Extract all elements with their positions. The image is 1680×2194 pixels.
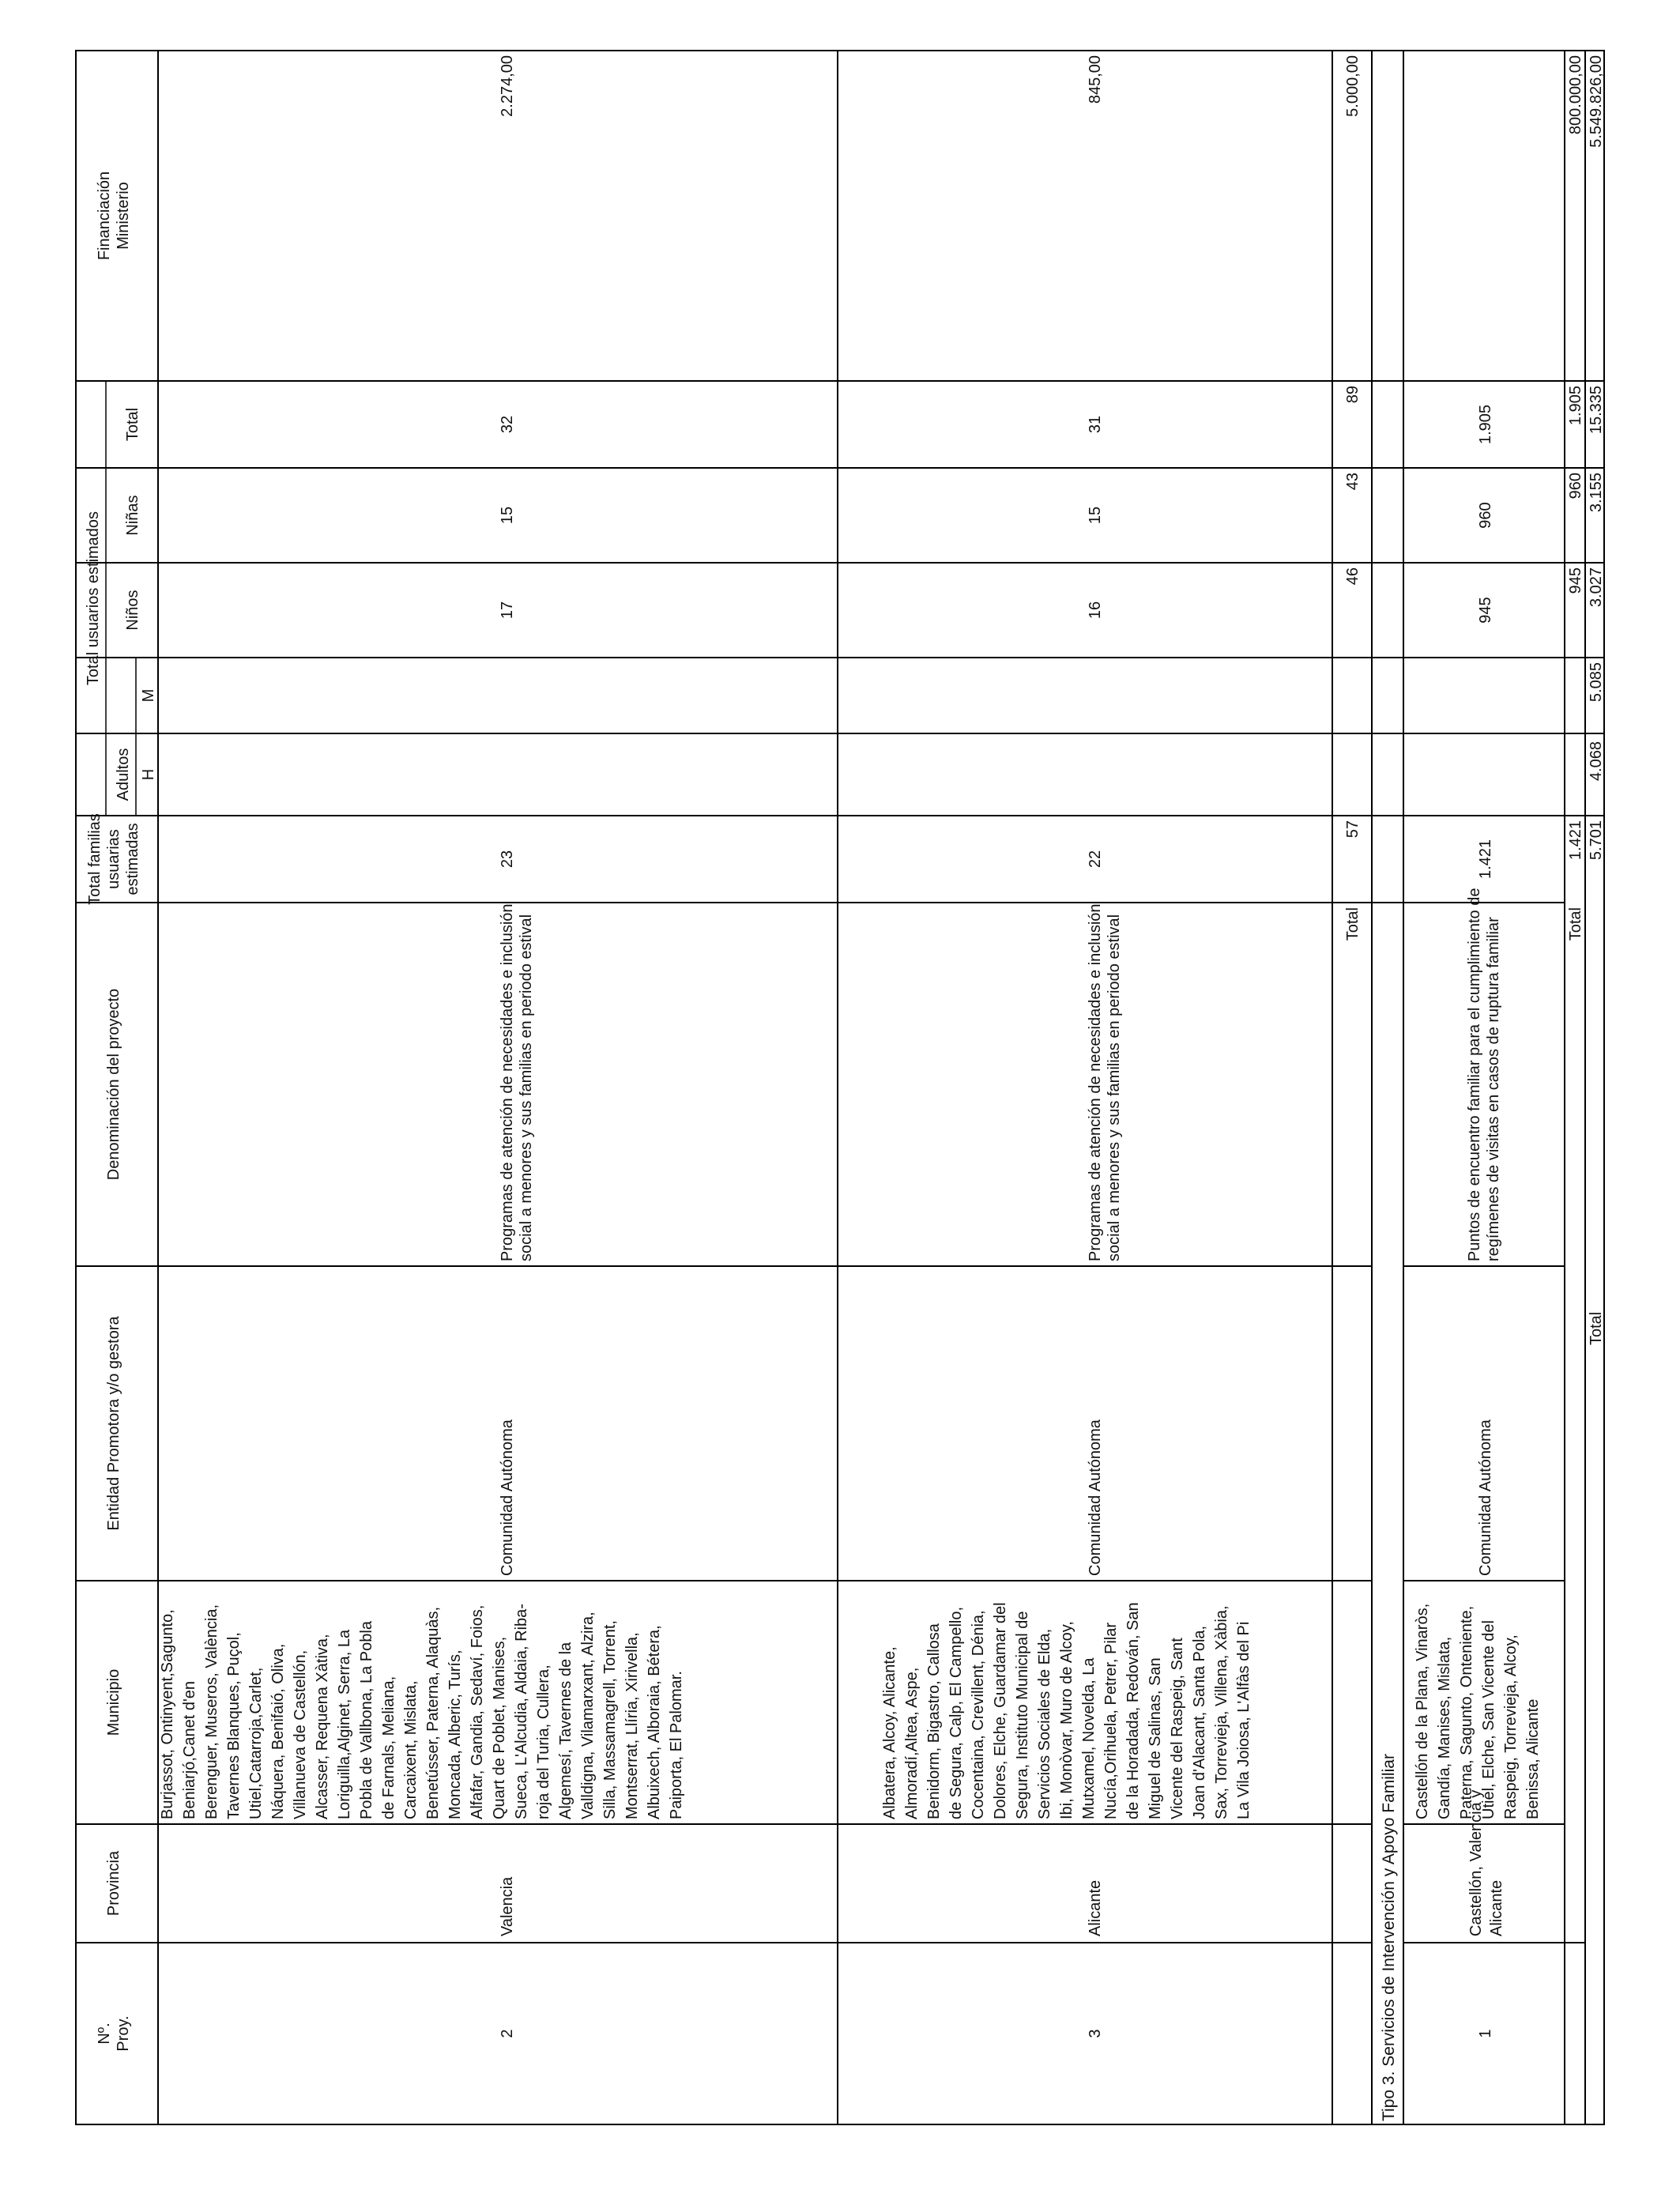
project-num: 2 [499, 2029, 516, 2038]
text-line: Gandía, Manises, Mislata, [1436, 1636, 1453, 1819]
project-denominacion [499, 903, 535, 1261]
text-line: Moncada, Alberic, Turís, [446, 1649, 464, 1819]
project-municipio [881, 1602, 1252, 1819]
text-line: Miguel de Salinas, San [1147, 1657, 1164, 1819]
text-line: Ibi, Monòvar, Muro de Alcoy, [1058, 1621, 1075, 1819]
text-line: Alfafar, Gandia, Sedaví, Foios, [469, 1604, 486, 1819]
project-entidad: Comunidad Autónoma [499, 1419, 516, 1576]
project-ninas: 15 [1087, 506, 1104, 525]
total-ninos: 945 [1567, 567, 1584, 594]
text-line: Sueca, L'Alcudia, Aldaia, Riba- [513, 1604, 530, 1819]
text-line: Berenguer, Museros, València, [203, 1604, 220, 1819]
text-line: Silla, Massamagrell, Torrent, [601, 1620, 619, 1819]
project-entidad: Comunidad Autónoma [1087, 1419, 1104, 1576]
project-denominacion [1087, 903, 1123, 1261]
header-provincia: Provincia [105, 1850, 122, 1917]
text-line: Benetússer, Paterna, Alaquàs, [424, 1606, 442, 1819]
total-total: 89 [1344, 386, 1362, 404]
header-familias-1: Total familias [86, 813, 104, 905]
header-denominacion: Denominación del proyecto [105, 988, 122, 1181]
text-line: Segura, Instituto Municipal de [1014, 1611, 1031, 1819]
header-total: Total [124, 407, 141, 442]
total-familias: 57 [1344, 820, 1362, 839]
project-municipio [1414, 1604, 1542, 1819]
text-line: Paterna, Sagunto, Onteniente, [1458, 1605, 1475, 1819]
header-num-1: Nº. [96, 2022, 113, 2045]
header-familias-3: estimadas [124, 823, 141, 895]
grand-total-m: 5.085 [1588, 662, 1605, 703]
text-line: social a menores y sus familias en periodo estival [1106, 914, 1123, 1261]
text-line: Algemesí, Tavernes de la [557, 1642, 574, 1819]
section-title: Tipo 3. Servicios de Intervención y Apoyo Familiar [1380, 1754, 1398, 2121]
table-row [1414, 405, 1542, 2038]
table-row [159, 55, 685, 2038]
text-line: Raspeig, Torrevieja, Alcoy, [1502, 1634, 1520, 1819]
text-line: Villanueva de Castellón, [292, 1649, 309, 1819]
header-row [85, 172, 157, 2052]
project-num: 3 [1087, 2029, 1104, 2038]
header-financiacion-2: Ministerio [115, 182, 132, 250]
text-line: Vicente del Raspeig, Sant [1169, 1638, 1186, 1819]
header-entidad: Entidad Promotora y/o gestora [105, 1316, 122, 1531]
text-line: Pobla de Vallbona, La Pobla [358, 1621, 375, 1819]
total-total: 1.905 [1567, 386, 1584, 426]
total-familias: 1.421 [1567, 820, 1584, 861]
project-familias: 22 [1087, 850, 1104, 869]
grand-total-label: Total [1588, 1311, 1605, 1345]
text-line: social a menores y sus familias en periodo estival [518, 914, 535, 1261]
text-line: Tavernes Blanques, Puçol, [225, 1632, 243, 1819]
text-line: roja del Turia, Cullera, [535, 1664, 552, 1819]
text-line: Almoradí,Altea, Aspe, [903, 1667, 921, 1819]
project-familias: 1.421 [1477, 839, 1494, 880]
header-adultos: Adultos [115, 748, 132, 801]
text-line: Beniarjó,Canet d'en [181, 1680, 198, 1819]
text-line: Puntos de encuentro familiar para el cumplimiento de [1466, 888, 1483, 1261]
text-line: Programas de atención de necesidades e inclusión [499, 903, 516, 1261]
header-municipio: Municipio [105, 1668, 122, 1736]
project-ninos: 945 [1477, 597, 1494, 624]
text-line: Benidorm, Bigastro, Callosa [925, 1623, 943, 1819]
project-total: 1.905 [1477, 404, 1494, 445]
header-usuarios-group: Total usuarios estimados [85, 511, 102, 686]
header-num-2: Proy. [115, 2015, 132, 2052]
text-line: Cocentaina, Crevillent, Dénia, [970, 1610, 987, 1819]
project-num: 1 [1477, 2029, 1494, 2038]
grand-total-h: 4.068 [1588, 741, 1605, 782]
text-line: Quart de Poblet, Manises, [491, 1636, 508, 1819]
text-line: Loriguilla,Alginet, Serra, La [336, 1629, 353, 1819]
text-line: La Vila Joiosa, L'Alfàs del Pi [1235, 1621, 1252, 1819]
text-line: Servicios Sociales de Elda, [1036, 1628, 1053, 1819]
total-financiacion: 800.000,00 [1567, 55, 1584, 135]
text-line: Burjassot, Ontinyent,Sagunto, [159, 1609, 176, 1819]
text-line: Utiel, Elche, San Vicente del [1480, 1619, 1497, 1819]
header-ninas: Niñas [124, 495, 141, 536]
table-row [1344, 55, 1362, 941]
grand-total-familias: 5.701 [1588, 820, 1605, 861]
total-ninos: 46 [1344, 567, 1362, 586]
grand-total-ninos: 3.027 [1588, 567, 1605, 608]
text-line: Valldigna, Vilamarxant, Alzira, [579, 1612, 597, 1819]
text-line: Paiporta, El Palomar. [668, 1671, 685, 1819]
text-line: Programas de atención de necesidades e inclusión [1087, 903, 1104, 1261]
text-line: Alicante [1488, 1879, 1505, 1936]
text-line: de la Horadada, Redován, San [1124, 1602, 1142, 1819]
grand-total-total: 15.335 [1588, 386, 1605, 435]
rotated-table [76, 51, 1605, 2124]
text-line: Dolores, Elche, Guardamar del [992, 1602, 1009, 1819]
text-line: Joan d'Alacant, Santa Pola, [1191, 1625, 1208, 1819]
project-provincia: Alicante [1087, 1879, 1104, 1936]
header-m: M [140, 688, 157, 703]
total-financiacion: 5.000,00 [1344, 55, 1362, 117]
header-familias-2: usuarias [105, 829, 122, 889]
text-line: Utiel,Catarroja,Carlet, [247, 1667, 265, 1819]
grand-total-ninas: 3.155 [1588, 473, 1605, 513]
text-line: Albuixech, Alboraia, Bétera, [646, 1625, 663, 1819]
text-line: Nucía,Orihuela, Petrer, Pilar [1102, 1623, 1120, 1819]
project-familias: 23 [499, 850, 516, 869]
header-financiacion-1: Financiación [96, 171, 113, 261]
total-label: Total [1344, 907, 1362, 941]
text-line: Carcaixent, Mislata, [402, 1680, 420, 1819]
text-line: de Farnals, Meliana, [380, 1676, 397, 1819]
text-line: Castellón de la Plana, Vinaròs, [1414, 1603, 1431, 1819]
text-line: de Segura, Calp, El Campello, [947, 1606, 965, 1819]
project-ninos: 16 [1087, 601, 1104, 620]
text-line: Benissa, Alicante [1524, 1698, 1542, 1819]
project-total: 31 [1087, 415, 1104, 434]
total-ninas: 960 [1567, 473, 1584, 499]
text-line: Montserrat, Llíria, Xirivella, [623, 1632, 641, 1819]
text-line: Castellón, Valencia y [1467, 1789, 1485, 1936]
text-line: Alcasser, Requena Xàtiva, [314, 1634, 331, 1819]
text-line: Sax, Torrevieja, Villena, Xàbia, [1213, 1605, 1230, 1819]
project-ninos: 17 [499, 601, 516, 620]
project-ninas: 15 [499, 506, 516, 525]
text-line: Mutxamel, Novelda, La [1080, 1657, 1098, 1819]
grand-total-financiacion: 5.549.826,00 [1588, 55, 1605, 148]
project-municipio [159, 1604, 685, 1819]
project-provincia: Valencia [499, 1876, 516, 1936]
project-total: 32 [499, 415, 516, 434]
table-row [881, 55, 1252, 2038]
text-line: Albatera, Alcoy, Alicante, [881, 1646, 898, 1819]
table-row [1588, 55, 1605, 1345]
project-denominacion [1466, 888, 1502, 1261]
project-entidad: Comunidad Autónoma [1477, 1419, 1494, 1576]
table-row [1567, 55, 1584, 941]
total-label: Total [1567, 907, 1584, 941]
total-ninas: 43 [1344, 473, 1362, 491]
text-line: Náquera, Benifaió, Oliva, [269, 1643, 287, 1819]
project-ninas: 960 [1477, 502, 1494, 529]
project-financiacion: 2.274,00 [499, 55, 516, 117]
header-ninos: Niños [124, 590, 141, 631]
text-line: regímenes de visitas en casos de ruptura familiar [1485, 917, 1502, 1261]
header-h: H [140, 768, 157, 781]
project-financiacion: 845,00 [1087, 55, 1104, 104]
